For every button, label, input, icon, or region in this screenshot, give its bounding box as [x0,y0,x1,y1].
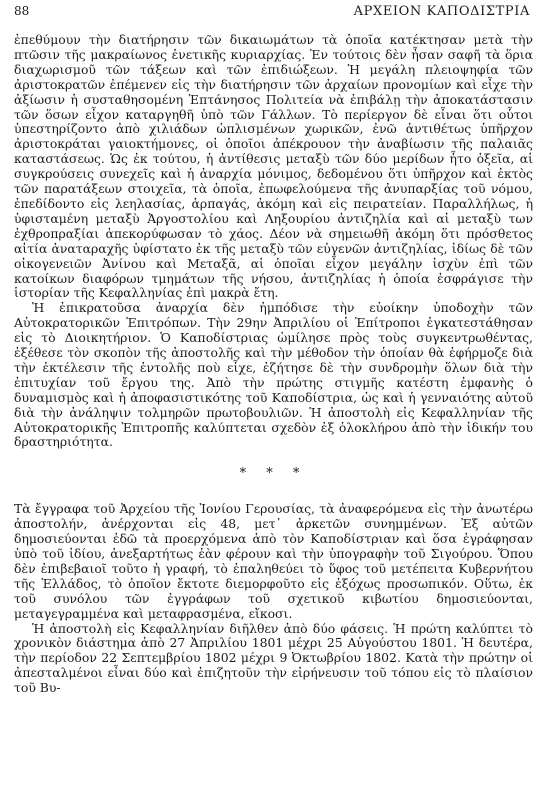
running-title: ΑΡΧΕΙΟΝ ΚΑΠΟΔΙΣΤΡΙΑ [353,4,530,19]
paragraph: Ἡ ἐπικρατοῦσα ἀναρχία δὲν ἠμπόδισε τὴν εὐοίκην ὑποδοχὴν τῶν Αὐτοκρατορικῶν Ἐπιτρόπων. Τὴν 29ην Ἀπριλίου οἱ Ἐπίτροποι ἐγκατεστάθησαν εἰς τὸ Διοικητήριον. Ὁ Καποδίστριας ὡμίλησε πρὸς τοὺς συγκεντρωθέντας, ἐξέθεσε τὸν σκοπὸν τῆς ἀποστολῆς καὶ τὴν μέθοδον τὴν ὁποίαν θὰ ἐφήρμοζε διὰ τὴν ἐκτέλεσιν τῆς ἐντολῆς ποὺ εἶχε, ἐζήτησε δὲ τὴν συνδρομὴν ὅλων διὰ τὴν ἐπιτυχίαν τοῦ ἔργου της. Ἀπὸ τὴν πρώτης στιγμῆς κατέστη ἐμφανὴς ὁ δυναμισμὸς καὶ ἡ ἀποφασιστικότης τοῦ Καποδίστρια, ὡς καὶ ἡ γενναιότης αὐτοῦ διὰ τὴν ἀνάληψιν τολμηρῶν πρωτοβουλιῶν. Ἡ ἀποστολὴ εἰς Κεφαλληνίαν τῆς Αὐτοκρατορικῆς Ἐπιτροπῆς καλύπτεται σχεδὸν ἐξ ὁλοκλήρου ἀπὸ τὴν ἰδικήν του δραστηριότητα. [14,300,533,450]
page-body [14,33,533,696]
running-header [14,4,530,24]
section-separator: * * * [239,466,308,482]
paragraph: Ἡ ἀποστολὴ εἰς Κεφαλληνίαν διῆλθεν ἀπὸ δύο φάσεις. Ἡ πρώτη καλύπτει τὸ χρονικὸν διάστημα ἀπὸ 27 Ἀπριλίου 1801 μέχρι 25 Αὐγούστου 1801. Ἡ δευτέρα, τὴν περίοδον 22 Σεπτεμβρίου 1802 μέχρι 9 Ὀκτωβρίου 1802. Κατὰ τὴν πρώτην οἱ ἀπεσταλμένοι εἶναι δύο καὶ ἐπιζητοῦν τὴν εἰρήνευσιν τοῦ τόπου εἰς τὸ πλαίσιον τοῦ Βυ- [14,620,533,696]
paragraph: Τὰ ἔγγραφα τοῦ Ἀρχείου τῆς Ἰονίου Γερουσίας, τὰ ἀναφερόμενα εἰς τὴν ἀνωτέρω ἀποστολήν, ἀνέρχονται εἰς 48, μετ᾽ ἀρκετῶν συνημμένων. Ἐξ αὐτῶν δημοσιεύονται ἐδῶ τὰ προερχόμενα ἀπὸ τὸν Καποδίστριαν καὶ ὅσα ἐγράφησαν ὑπὸ τοῦ ἰδίου, ἀνεξαρτήτως ἐὰν φέρουν καὶ τὴν ὑπογραφὴν τοῦ Σιγούρου. Ὅπου δὲν ἐπιβεβαιοῖ τοῦτο ἡ γραφή, τὸ ἐπαληθεύει τὸ ὕφος τοῦ μετέπειτα Κυβερνήτου τῆς Ἑλλάδος, τὸ ὁποῖον ἔκτοτε διεμορφοῦτο εἰς ἐξόχως προσωπικόν. Οὕτω, ἐκ τοῦ συνόλου τῶν ἐγγράφων τοῦ σχετικοῦ κιβωτίου δημοσιεύονται, μεταγεγραμμένα καὶ μεταφρασμένα, εἴκοσι. [14,501,533,621]
paragraph: ἐπεθύμουν τὴν διατήρησιν τῶν δικαιωμάτων τὰ ὁποῖα κατέκτησαν μετὰ τὴν πτῶσιν τῆς μακραίωνος ἐνετικῆς κυριαρχίας. Ἐν τούτοις δὲν ἦσαν σαφῆ τὰ ὅρια διαχωρισμοῦ τῶν τάξεων καὶ τῶν ἐπιδιώξεων. Ἡ μεγάλη πλειοψηφία τῶν ἀριστοκρατῶν ἐπέμενεν εἰς τὴν διατήρησιν τῶν ἀρχαίων προνομίων καὶ εἶχε τὴν ἀξίωσιν ἡ συσταθησομένη Ἑπτάνησος Πολιτεία νὰ ἐπιβάλῃ τὴν ἀποκατάστασιν τῶν ὅσων εἶχον καταργηθῆ ὑπὸ τῶν Γάλλων. Τὸ περίεργον δὲ εἶναι ὅτι οὗτοι ὑπεστηρίζοντο ἀπὸ χιλιάδων ὡπλισμένων χωρικῶν, ἐνῶ ἀντιθέτως ὑπῆρχον ἀριστοκράται γαιοκτήμονες, οἱ ὁποῖοι ἀπέκρουον τὴν ἀναβίωσιν τῆς παλαιᾶς καταστάσεως. Ὡς ἐκ τούτου, ἡ ἀντίθεσις μεταξὺ τῶν δύο μερίδων ἦτο ὀξεῖα, αἱ συγκρούσεις συνεχεῖς καὶ ἡ ἀναρχία μόνιμος, δεδομένου ὅτι ὑπῆρχον καὶ ἐκτὸς τῶν παρατάξεων στοιχεῖα, τὰ ὁποῖα, ἐπωφελούμενα τῆς ἀνυπαρξίας τοῦ νόμου, ἐπεδίδοντο εἰς λεηλασίας, ἁρπαγάς, ἀκόμη καὶ εἰς πειρατείαν. Παραλλήλως, ἡ ὑφισταμένη μεταξὺ Ἀργοστολίου καὶ Ληξουρίου ἀντιζηλία καὶ αἱ μεταξὺ των ἐχθροπραξίαι ἀπεκορύφωσαν τὸ χάος. Δέον νὰ σημειωθῆ ἀκόμη ὅτι πρόσθετος αἰτία ἀναταραχῆς ὑφίστατο ἐκ τῆς μεταξὺ τῶν εὐγενῶν ἀντιζηλίας, ἰδίως δὲ τῶν οἰκογενειῶν Ἀνίνου καὶ Μεταξᾶ, αἱ ὁποῖαι εἶχον μεγάλην ἰσχὺν ἐπὶ τῶν κατοίκων διαφόρων τμημάτων τῆς νήσου, ἀντιζηλίας ἡ ὁποία ἐσφράγισε τὴν ἱστορίαν τῆς Κεφαλληνίας ἐπὶ μακρὰ ἔτη. [14,32,533,301]
page-number: 88 [14,4,30,18]
